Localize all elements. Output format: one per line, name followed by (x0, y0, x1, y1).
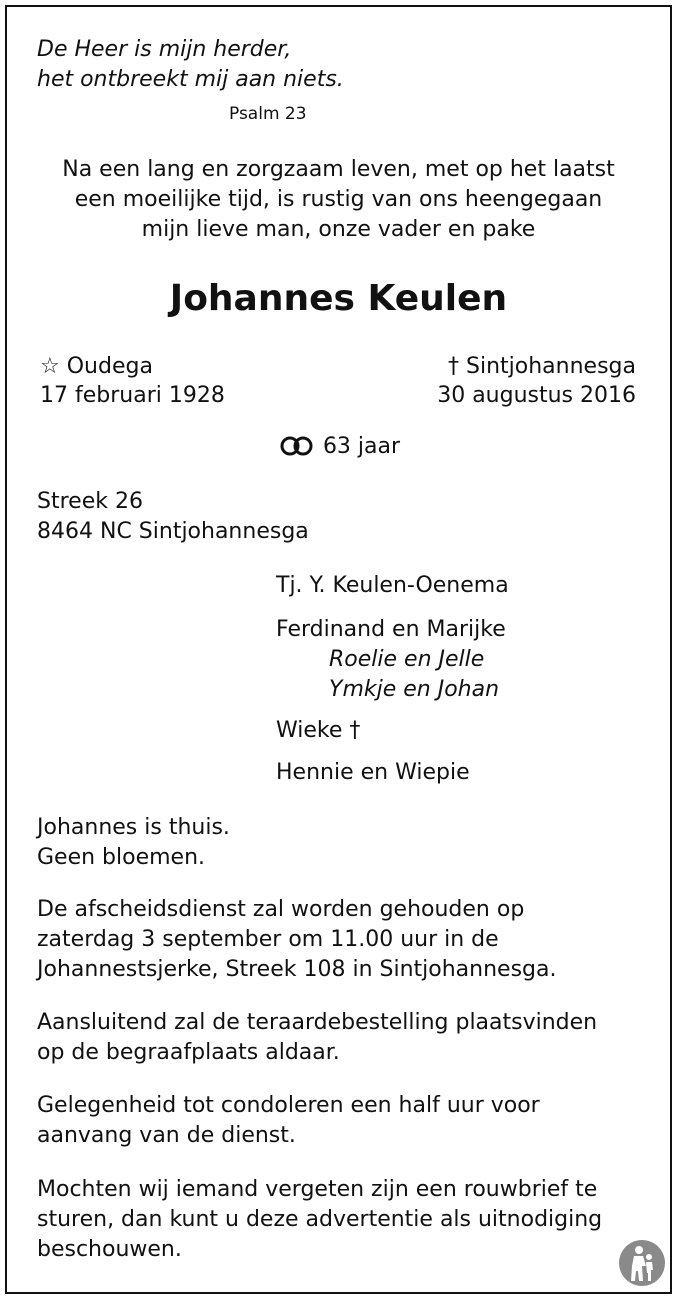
death-date: 30 augustus 2016 (437, 383, 636, 408)
marriage-years: 63 jaar (322, 434, 401, 459)
death-info (437, 352, 636, 410)
intro-line-2: een moeilijke tijd, is rustig van ons heengegaan (74, 187, 603, 212)
verse-line-2: het ontbreekt mij aan niets. (37, 67, 344, 92)
child-1-names: Ferdinand en Marijke (276, 617, 506, 642)
birth-place: Oudega (66, 354, 153, 379)
intro-line-3: mijn lieve man, onze vader en pake (141, 217, 536, 242)
grandchildren-2: Ymkje en Johan (329, 677, 500, 702)
invite-line-3: beschouwen. (37, 1237, 182, 1262)
condolence-notice (37, 1091, 540, 1151)
cross-icon: † (448, 354, 460, 379)
service-notice (37, 895, 556, 985)
intro-line-1: Na een lang en zorgzaam leven, met op het laatst (62, 157, 615, 182)
burial-notice (37, 1008, 597, 1068)
family-child-1 (276, 615, 506, 705)
service-line-1: De afscheidsdienst zal worden gehouden op (37, 897, 525, 922)
invite-line-1: Mochten wij iemand vergeten zijn een rouwbrief te (37, 1177, 598, 1202)
deceased-name: Johannes Keulen (169, 278, 508, 319)
verse-line-1: De Heer is mijn herder, (37, 37, 292, 62)
intro-text (0, 155, 677, 245)
family-child-3: Hennie en Wiepie (276, 760, 470, 785)
condolence-line-1: Gelegenheid tot condoleren een half uur voor (37, 1093, 540, 1118)
star-icon: ☆ (40, 354, 60, 379)
memorial-figure-logo-icon (618, 1239, 666, 1287)
condolence-line-2: aanvang van de dienst. (37, 1123, 296, 1148)
family-child-2: Wieke † (276, 718, 361, 743)
invitation-notice (37, 1175, 602, 1265)
invite-line-2: sturen, dan kunt u deze advertentie als uitnodiging (37, 1207, 603, 1232)
home-line-1: Johannes is thuis. (37, 815, 230, 840)
wedding-rings-icon (277, 436, 317, 456)
birth-date: 17 februari 1928 (40, 383, 225, 408)
psalm-verse (37, 35, 344, 95)
marriage-info (0, 434, 677, 459)
burial-line-1: Aansluitend zal de teraardebestelling plaatsvinden (37, 1010, 598, 1035)
grandchildren-1: Roelie en Jelle (329, 647, 485, 672)
family-spouse: Tj. Y. Keulen-Oenema (276, 573, 509, 598)
death-place: Sintjohannesga (466, 354, 636, 379)
address (37, 487, 309, 547)
service-line-3: Johannestsjerke, Streek 108 in Sintjohannesga. (37, 957, 557, 982)
birth-info (40, 352, 225, 410)
address-street: Streek 26 (37, 489, 143, 514)
burial-line-2: op de begraafplaats aldaar. (37, 1040, 340, 1065)
address-postal-city: 8464 NC Sintjohannesga (37, 519, 309, 544)
home-notice (37, 813, 230, 873)
service-line-2: zaterdag 3 september om 11.00 uur in de (37, 927, 499, 952)
home-line-2: Geen bloemen. (37, 845, 206, 870)
verse-source: Psalm 23 (229, 104, 307, 124)
